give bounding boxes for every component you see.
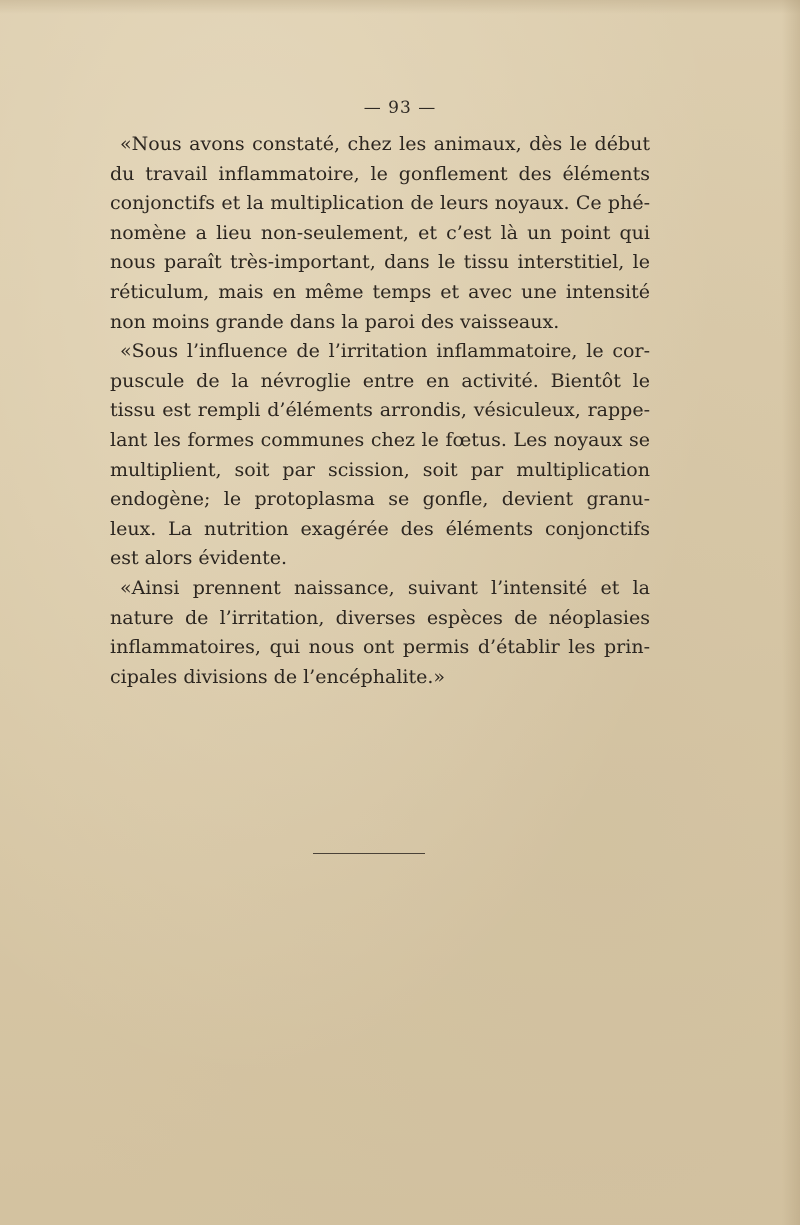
text-line: est alors évidente. bbox=[110, 547, 288, 570]
text-line: endogène; le protoplasma se gonfle, devient granu- bbox=[110, 488, 650, 511]
text-line: «Nous avons constaté, chez les animaux, dès le début bbox=[120, 133, 650, 155]
text-line: cipales divisions de l’encéphalite.» bbox=[110, 665, 446, 688]
text-line: non moins grande dans la paroi des vaisseaux. bbox=[110, 310, 560, 333]
text-line: nature de l’irritation, diverses espèces de néoplasies bbox=[110, 606, 650, 629]
text-line: du travail inflammatoire, le gonflement des éléments bbox=[110, 162, 650, 185]
text-line: nomène a lieu non-seulement, et c’est là un point qui bbox=[110, 221, 650, 244]
page-edge-shadow bbox=[782, 0, 800, 1225]
text-line: «Sous l’influence de l’irritation inflammatoire, le cor- bbox=[120, 340, 650, 363]
text-line: tissu est rempli d’éléments arrondis, vésiculeux, rappe- bbox=[110, 399, 650, 422]
text-line: leux. La nutrition exagérée des éléments conjonctifs bbox=[110, 517, 650, 540]
text-line: conjonctifs et la multiplication de leurs noyaux. Ce phé- bbox=[110, 192, 650, 215]
separator-rule bbox=[313, 853, 425, 854]
text-line: puscule de la névroglie entre en activité. Bientôt le bbox=[110, 369, 650, 392]
text-line: réticulum, mais en même temps et avec une intensité bbox=[110, 280, 650, 303]
page-number: — 93 — bbox=[363, 98, 437, 118]
body-text bbox=[110, 130, 650, 692]
text-line: multiplient, soit par scission, soit par multiplication bbox=[110, 458, 650, 481]
text-line: lant les formes communes chez le fœtus. Les noyaux se bbox=[110, 428, 650, 451]
text-line: «Ainsi prennent naissance, suivant l’intensité et la bbox=[120, 576, 650, 599]
text-line: nous paraît très-important, dans le tissu interstitiel, le bbox=[110, 251, 650, 274]
page-top-shadow bbox=[0, 0, 800, 14]
text-line: inflammatoires, qui nous ont permis d’établir les prin- bbox=[110, 636, 650, 659]
